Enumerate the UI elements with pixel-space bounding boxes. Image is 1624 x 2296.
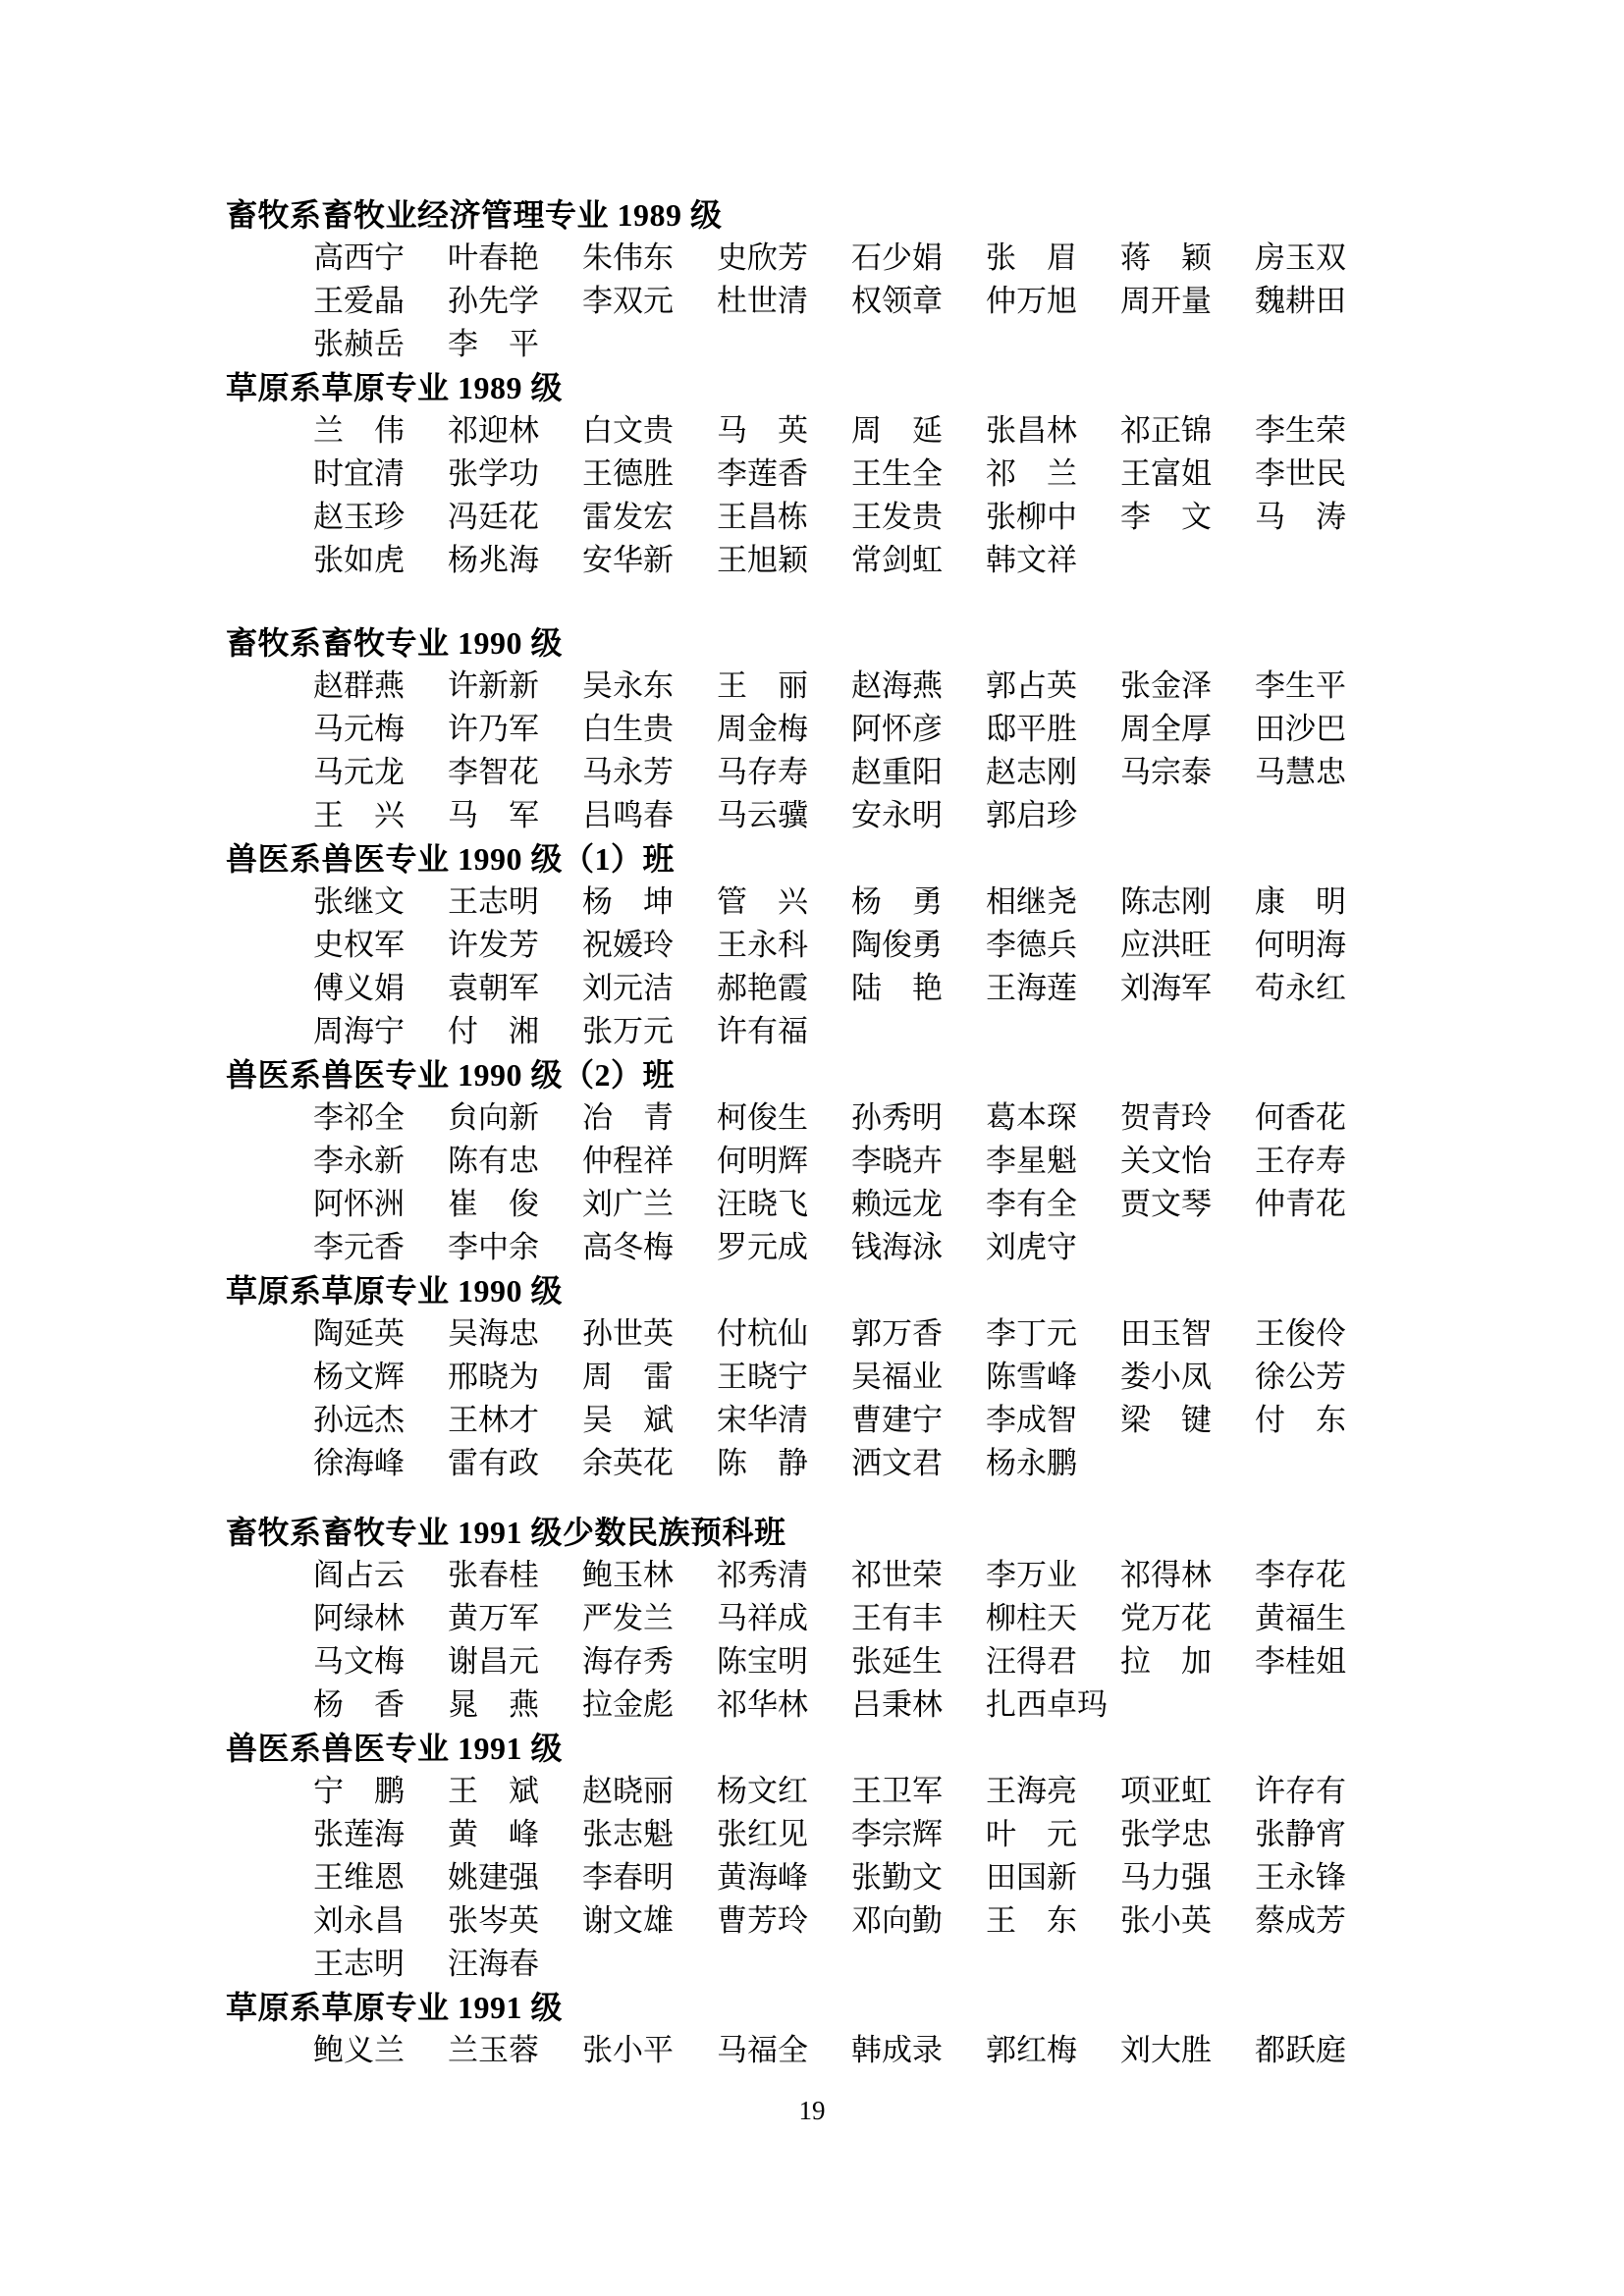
student-name: 拉 加 — [1120, 1644, 1212, 1679]
student-name: 李德兵 — [986, 928, 1077, 962]
student-name: 汪晓飞 — [717, 1187, 808, 1221]
student-name: 鲍玉林 — [582, 1558, 674, 1592]
name-row — [226, 794, 1483, 837]
student-name: 管 兴 — [717, 884, 808, 919]
section-title: 畜牧系畜牧业经济管理专业 1989 级 — [226, 197, 723, 233]
student-name: 郭万香 — [851, 1316, 943, 1351]
student-name: 何明海 — [1255, 928, 1346, 962]
student-name: 汪得君 — [986, 1644, 1077, 1679]
student-name: 马力强 — [1120, 1860, 1212, 1895]
student-name: 张小平 — [582, 2033, 674, 2067]
student-name: 李成智 — [986, 1403, 1077, 1437]
student-name: 郭红梅 — [986, 2033, 1077, 2067]
student-name: 赖远龙 — [851, 1187, 943, 1221]
section-title: 草原系草原专业 1991 级 — [226, 1990, 564, 2025]
section-title: 畜牧系畜牧专业 1990 级 — [226, 625, 564, 661]
student-name: 张岑英 — [448, 1903, 539, 1938]
student-name: 邸平胜 — [986, 712, 1077, 746]
student-name: 王存寿 — [1255, 1144, 1346, 1178]
student-name: 史欣芳 — [717, 240, 808, 275]
student-name: 王富姐 — [1120, 456, 1212, 491]
student-name: 汪海春 — [448, 1947, 539, 1981]
student-name: 陈有忠 — [448, 1144, 539, 1178]
name-row — [226, 1683, 1483, 1727]
student-name: 许存有 — [1255, 1774, 1346, 1808]
student-name: 宋华清 — [717, 1403, 808, 1437]
student-name: 李永新 — [313, 1144, 405, 1178]
student-name: 贾文琴 — [1120, 1187, 1212, 1221]
name-row — [226, 1597, 1483, 1640]
student-name: 李莲香 — [717, 456, 808, 491]
student-name: 马宗泰 — [1120, 755, 1212, 789]
class-section — [226, 1053, 1483, 1269]
student-name: 项亚虹 — [1120, 1774, 1212, 1808]
student-name: 石少娟 — [851, 240, 943, 275]
class-section — [226, 621, 1483, 837]
student-name: 王晓宁 — [717, 1360, 808, 1394]
name-row — [226, 1010, 1483, 1053]
student-name: 张如虎 — [313, 543, 405, 577]
student-name: 柯俊生 — [717, 1100, 808, 1135]
student-name: 马元龙 — [313, 755, 405, 789]
student-name: 祁秀清 — [717, 1558, 808, 1592]
student-name: 钱海泳 — [851, 1230, 943, 1264]
student-name: 刘元洁 — [582, 971, 674, 1005]
student-name: 王 丽 — [717, 668, 808, 703]
student-name: 张勤文 — [851, 1860, 943, 1895]
student-name: 刘虎守 — [986, 1230, 1077, 1264]
student-name: 姚建强 — [448, 1860, 539, 1895]
student-name: 韩文祥 — [986, 543, 1077, 577]
student-name: 李存花 — [1255, 1558, 1346, 1592]
student-name: 许有福 — [717, 1014, 808, 1048]
student-name: 李中余 — [448, 1230, 539, 1264]
student-name: 罗元成 — [717, 1230, 808, 1264]
student-name: 扎西卓玛 — [986, 1687, 1108, 1722]
student-name: 蒋 颖 — [1120, 240, 1212, 275]
name-row — [226, 1140, 1483, 1183]
name-row — [226, 496, 1483, 539]
student-name: 黄福生 — [1255, 1601, 1346, 1635]
student-name: 杨 香 — [313, 1687, 405, 1722]
student-name: 王林才 — [448, 1403, 539, 1437]
student-name: 祁迎林 — [448, 413, 539, 448]
student-name: 张莲海 — [313, 1817, 405, 1851]
name-row — [226, 237, 1483, 280]
class-section — [226, 193, 1483, 366]
student-name: 王昌栋 — [717, 500, 808, 534]
student-name: 蔡成芳 — [1255, 1903, 1346, 1938]
student-name: 王 兴 — [313, 798, 405, 832]
student-name: 祁华林 — [717, 1687, 808, 1722]
student-name: 张万元 — [582, 1014, 674, 1048]
student-name: 王德胜 — [582, 456, 674, 491]
student-name: 张 眉 — [986, 240, 1077, 275]
student-name: 马云骥 — [717, 798, 808, 832]
student-name: 仲青花 — [1255, 1187, 1346, 1221]
student-name: 郭占英 — [986, 668, 1077, 703]
student-name: 杨 勇 — [851, 884, 943, 919]
student-name: 祁世荣 — [851, 1558, 943, 1592]
student-name: 吴福业 — [851, 1360, 943, 1394]
student-name: 海存秀 — [582, 1644, 674, 1679]
student-name: 拉金彪 — [582, 1687, 674, 1722]
name-row — [226, 1770, 1483, 1813]
section-title: 畜牧系畜牧专业 1991 级少数民族预科班 — [226, 1515, 786, 1550]
student-name: 张红见 — [717, 1817, 808, 1851]
student-name: 田国新 — [986, 1860, 1077, 1895]
class-section — [226, 1511, 1483, 1727]
student-name: 付 湘 — [448, 1014, 539, 1048]
student-name: 韩成录 — [851, 2033, 943, 2067]
student-name: 黄海峰 — [717, 1860, 808, 1895]
student-name: 李 文 — [1120, 500, 1212, 534]
student-name: 许发芳 — [448, 928, 539, 962]
student-name: 杨永鹏 — [986, 1446, 1077, 1480]
student-name: 郝艳霞 — [717, 971, 808, 1005]
student-name: 刘广兰 — [582, 1187, 674, 1221]
student-name: 马文梅 — [313, 1644, 405, 1679]
student-name: 高冬梅 — [582, 1230, 674, 1264]
student-name: 赵玉珍 — [313, 500, 405, 534]
student-name: 祁得林 — [1120, 1558, 1212, 1592]
student-name: 叶春艳 — [448, 240, 539, 275]
student-name: 张柳中 — [986, 500, 1077, 534]
student-name: 徐公芳 — [1255, 1360, 1346, 1394]
student-name: 马 英 — [717, 413, 808, 448]
student-name: 曹建宁 — [851, 1403, 943, 1437]
student-name: 杨文辉 — [313, 1360, 405, 1394]
student-name: 张赪岳 — [313, 327, 405, 361]
student-name: 李生荣 — [1255, 413, 1346, 448]
student-name: 康 明 — [1255, 884, 1346, 919]
student-name: 史权军 — [313, 928, 405, 962]
student-name: 梁 键 — [1120, 1403, 1212, 1437]
name-row — [226, 1399, 1483, 1442]
student-name: 冯廷花 — [448, 500, 539, 534]
page-number: 19 — [798, 2096, 826, 2125]
student-name: 周全厚 — [1120, 712, 1212, 746]
name-row — [226, 1356, 1483, 1399]
student-name: 兰 伟 — [313, 413, 405, 448]
student-name: 赵重阳 — [851, 755, 943, 789]
student-name: 黄 峰 — [448, 1817, 539, 1851]
student-name: 王 斌 — [448, 1774, 539, 1808]
student-name: 许乃军 — [448, 712, 539, 746]
student-name: 孙先学 — [448, 284, 539, 318]
name-row — [226, 1640, 1483, 1683]
section-title: 兽医系兽医专业 1991 级 — [226, 1731, 564, 1766]
name-row — [226, 1183, 1483, 1226]
student-name: 张小英 — [1120, 1903, 1212, 1938]
student-name: 房玉双 — [1255, 240, 1346, 275]
student-name: 马元梅 — [313, 712, 405, 746]
student-name: 傅义娟 — [313, 971, 405, 1005]
student-name: 娄小凤 — [1120, 1360, 1212, 1394]
student-name: 白文贵 — [582, 413, 674, 448]
student-name: 李世民 — [1255, 456, 1346, 491]
student-name: 张静宵 — [1255, 1817, 1346, 1851]
student-name: 周金梅 — [717, 712, 808, 746]
student-name: 李丁元 — [986, 1316, 1077, 1351]
student-name: 党万花 — [1120, 1601, 1212, 1635]
student-name: 鲍义兰 — [313, 2033, 405, 2067]
name-row — [226, 1226, 1483, 1269]
student-name: 王俊伶 — [1255, 1316, 1346, 1351]
name-row — [226, 1813, 1483, 1856]
student-name: 周 雷 — [582, 1360, 674, 1394]
student-name: 郭启珍 — [986, 798, 1077, 832]
student-name: 高西宁 — [313, 240, 405, 275]
student-name: 仲万旭 — [986, 284, 1077, 318]
student-name: 张学功 — [448, 456, 539, 491]
student-name: 王旭颖 — [717, 543, 808, 577]
name-row — [226, 665, 1483, 708]
student-name: 王永科 — [717, 928, 808, 962]
student-name: 赵群燕 — [313, 668, 405, 703]
name-row — [226, 881, 1483, 924]
name-row — [226, 1096, 1483, 1140]
name-row — [226, 409, 1483, 453]
student-name: 雷有政 — [448, 1446, 539, 1480]
student-name: 苟永红 — [1255, 971, 1346, 1005]
class-section — [226, 1986, 1483, 2072]
student-name: 徐海峰 — [313, 1446, 405, 1480]
student-name: 时宜清 — [313, 456, 405, 491]
student-name: 都跃庭 — [1255, 2033, 1346, 2067]
student-name: 周开量 — [1120, 284, 1212, 318]
student-name: 王维恩 — [313, 1860, 405, 1895]
section-title: 兽医系兽医专业 1990 级（2）班 — [226, 1057, 676, 1093]
student-name: 赵晓丽 — [582, 1774, 674, 1808]
student-name: 孙远杰 — [313, 1403, 405, 1437]
student-name: 谢昌元 — [448, 1644, 539, 1679]
name-row — [226, 1856, 1483, 1899]
student-name: 相继尧 — [986, 884, 1077, 919]
class-section — [226, 366, 1483, 582]
name-row — [226, 1899, 1483, 1943]
student-name: 兰玉蓉 — [448, 2033, 539, 2067]
student-name: 祝媛玲 — [582, 928, 674, 962]
name-row — [226, 323, 1483, 366]
student-name: 马慧忠 — [1255, 755, 1346, 789]
student-name: 王爱晶 — [313, 284, 405, 318]
student-name: 许新新 — [448, 668, 539, 703]
student-name: 王卫军 — [851, 1774, 943, 1808]
name-row — [226, 453, 1483, 496]
student-name: 李生平 — [1255, 668, 1346, 703]
student-name: 叶 元 — [986, 1817, 1077, 1851]
student-name: 何香花 — [1255, 1100, 1346, 1135]
student-name: 阿怀洲 — [313, 1187, 405, 1221]
name-row — [226, 1943, 1483, 1986]
student-name: 陈志刚 — [1120, 884, 1212, 919]
section-title: 草原系草原专业 1990 级 — [226, 1273, 564, 1308]
student-name: 贠向新 — [448, 1100, 539, 1135]
student-name: 王发贵 — [851, 500, 943, 534]
student-name: 严发兰 — [582, 1601, 674, 1635]
name-row — [226, 708, 1483, 751]
student-name: 李春明 — [582, 1860, 674, 1895]
student-name: 赵志刚 — [986, 755, 1077, 789]
student-name: 马福全 — [717, 2033, 808, 2067]
student-name: 马祥成 — [717, 1601, 808, 1635]
name-row — [226, 924, 1483, 967]
student-name: 王 东 — [986, 1903, 1077, 1938]
student-name: 王海亮 — [986, 1774, 1077, 1808]
student-name: 马永芳 — [582, 755, 674, 789]
student-name: 安华新 — [582, 543, 674, 577]
student-name: 关文怡 — [1120, 1144, 1212, 1178]
student-name: 田玉智 — [1120, 1316, 1212, 1351]
student-name: 权领章 — [851, 284, 943, 318]
name-row — [226, 967, 1483, 1010]
student-name: 袁朝军 — [448, 971, 539, 1005]
name-row — [226, 1442, 1483, 1485]
student-name: 王生全 — [851, 456, 943, 491]
student-name: 李万业 — [986, 1558, 1077, 1592]
student-name: 仲程祥 — [582, 1144, 674, 1178]
student-name: 周 延 — [851, 413, 943, 448]
student-name: 李星魁 — [986, 1144, 1077, 1178]
student-name: 杜世清 — [717, 284, 808, 318]
student-name: 吴海忠 — [448, 1316, 539, 1351]
student-name: 陈 静 — [717, 1446, 808, 1480]
student-name: 孙秀明 — [851, 1100, 943, 1135]
student-name: 孙世英 — [582, 1316, 674, 1351]
student-name: 李双元 — [582, 284, 674, 318]
student-name: 常剑虹 — [851, 543, 943, 577]
student-name: 吕鸣春 — [582, 798, 674, 832]
name-row — [226, 539, 1483, 582]
student-name: 吴永东 — [582, 668, 674, 703]
student-name: 陆 艳 — [851, 971, 943, 1005]
student-name: 邓向勤 — [851, 1903, 943, 1938]
section-title: 兽医系兽医专业 1990 级（1）班 — [226, 841, 676, 877]
student-name: 李智花 — [448, 755, 539, 789]
student-name: 冶 青 — [582, 1100, 674, 1135]
student-name: 刘大胜 — [1120, 2033, 1212, 2067]
name-row — [226, 751, 1483, 794]
student-name: 阿怀彦 — [851, 712, 943, 746]
student-name: 赵海燕 — [851, 668, 943, 703]
student-name: 付 东 — [1255, 1403, 1346, 1437]
student-name: 陈宝明 — [717, 1644, 808, 1679]
student-name: 晁 燕 — [448, 1687, 539, 1722]
student-name: 阎占云 — [313, 1558, 405, 1592]
student-name: 李元香 — [313, 1230, 405, 1264]
student-name: 崔 俊 — [448, 1187, 539, 1221]
name-row — [226, 1554, 1483, 1597]
student-name: 李祁全 — [313, 1100, 405, 1135]
student-name: 杨兆海 — [448, 543, 539, 577]
student-name: 刘永昌 — [313, 1903, 405, 1938]
student-name: 马 涛 — [1255, 500, 1346, 534]
student-name: 洒文君 — [851, 1446, 943, 1480]
student-name: 吕秉林 — [851, 1687, 943, 1722]
student-name: 邢晓为 — [448, 1360, 539, 1394]
student-name: 宁 鹏 — [313, 1774, 405, 1808]
student-name: 张春桂 — [448, 1558, 539, 1592]
student-name: 周海宁 — [313, 1014, 405, 1048]
student-name: 王有丰 — [851, 1601, 943, 1635]
student-name: 柳柱天 — [986, 1601, 1077, 1635]
student-name: 张学忠 — [1120, 1817, 1212, 1851]
student-name: 葛本琛 — [986, 1100, 1077, 1135]
student-name: 张昌林 — [986, 413, 1077, 448]
name-row — [226, 1312, 1483, 1356]
student-name: 李桂姐 — [1255, 1644, 1346, 1679]
student-name: 陶俊勇 — [851, 928, 943, 962]
student-name: 张延生 — [851, 1644, 943, 1679]
name-row — [226, 280, 1483, 323]
student-name: 马 军 — [448, 798, 539, 832]
name-row — [226, 2029, 1483, 2072]
student-name: 李有全 — [986, 1187, 1077, 1221]
student-name: 李 平 — [448, 327, 539, 361]
student-name: 应洪旺 — [1120, 928, 1212, 962]
student-name: 田沙巴 — [1255, 712, 1346, 746]
student-name: 黄万军 — [448, 1601, 539, 1635]
student-name: 张金泽 — [1120, 668, 1212, 703]
section-title: 草原系草原专业 1989 级 — [226, 370, 564, 405]
class-section — [226, 1727, 1483, 1986]
student-name: 祁正锦 — [1120, 413, 1212, 448]
student-name: 阿绿林 — [313, 1601, 405, 1635]
student-name: 雷发宏 — [582, 500, 674, 534]
student-name: 何明辉 — [717, 1144, 808, 1178]
student-name: 祁 兰 — [986, 456, 1077, 491]
student-name: 张志魁 — [582, 1817, 674, 1851]
student-name: 王海莲 — [986, 971, 1077, 1005]
student-name: 张继文 — [313, 884, 405, 919]
student-name: 朱伟东 — [582, 240, 674, 275]
student-name: 谢文雄 — [582, 1903, 674, 1938]
student-name: 魏耕田 — [1255, 284, 1346, 318]
student-name: 杨 坤 — [582, 884, 674, 919]
student-name: 王志明 — [448, 884, 539, 919]
student-name: 刘海军 — [1120, 971, 1212, 1005]
student-name: 王志明 — [313, 1947, 405, 1981]
student-name: 贺青玲 — [1120, 1100, 1212, 1135]
student-name: 余英花 — [582, 1446, 674, 1480]
student-name: 付杭仙 — [717, 1316, 808, 1351]
student-name: 李宗辉 — [851, 1817, 943, 1851]
student-name: 王永锋 — [1255, 1860, 1346, 1895]
class-section — [226, 837, 1483, 1053]
student-name: 陶延英 — [313, 1316, 405, 1351]
student-name: 曹芳玲 — [717, 1903, 808, 1938]
student-name: 白生贵 — [582, 712, 674, 746]
sections-container — [226, 193, 1483, 2072]
student-name: 吴 斌 — [582, 1403, 674, 1437]
student-name: 安永明 — [851, 798, 943, 832]
student-name: 李晓卉 — [851, 1144, 943, 1178]
student-name: 杨文红 — [717, 1774, 808, 1808]
student-name: 马存寿 — [717, 755, 808, 789]
student-name: 陈雪峰 — [986, 1360, 1077, 1394]
class-section — [226, 1269, 1483, 1485]
